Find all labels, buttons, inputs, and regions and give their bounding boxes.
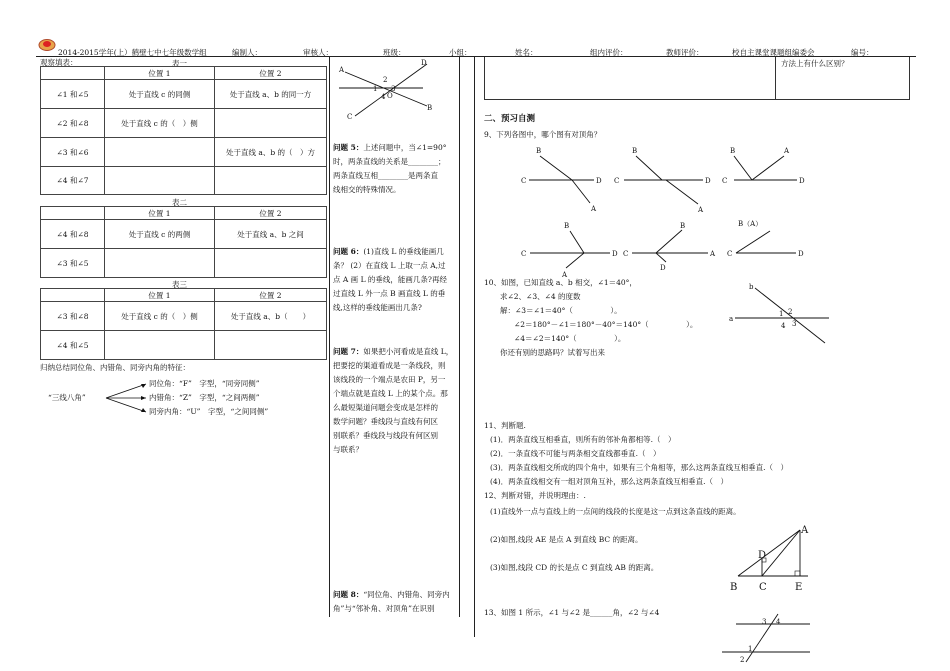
q11-list <box>490 433 788 489</box>
fig-label: 3 <box>792 320 797 328</box>
header-school: 2014-2015学年(上）鹤壁七中七年级数学组 <box>58 48 207 57</box>
q12-item-2: (2)如图,线段 AE 是点 A 到直线 BC 的距离。 <box>490 535 643 544</box>
feature-corresponding: 同位角：“F” 字型，“同旁同侧” <box>149 379 260 388</box>
fig-label: A <box>562 271 568 279</box>
fig-label: D <box>612 250 618 258</box>
q9-figure-4 <box>521 222 618 279</box>
fig-label: E <box>795 582 803 593</box>
fig-label: B（A） <box>738 220 763 228</box>
q11-item: (3)．两条直线相交所成的四个角中，如果有三个角相等，那么这两条直线互相垂直.（ ） <box>490 463 789 472</box>
table-cell: ∠2 和∠8 <box>41 109 105 138</box>
fig-label: A <box>710 250 716 258</box>
table-cell: ∠3 和∠5 <box>41 249 105 278</box>
feature-alternate: 内错角：“Z” 字型，“之间两侧” <box>149 393 260 402</box>
q10-figure <box>729 283 833 345</box>
question-10 <box>484 276 697 360</box>
q7-line: 如果把小河看成是直线 L， <box>363 347 454 356</box>
q8-line: “同位角、内错角、同旁内 <box>363 590 450 599</box>
q9-figure-1 <box>521 147 602 213</box>
q7-label: 问题 7： <box>333 347 364 356</box>
table-cell: 处于直线 c 的同侧 <box>105 80 215 109</box>
q12-item-1: (1)直线外一点与直线上的一点间的线段的长度是这一点到这条直线的距离。 <box>490 507 741 516</box>
table-cell: ∠1 和∠5 <box>41 80 105 109</box>
q8-line: 角”与“邻补角、对顶角”在识别 <box>333 604 435 613</box>
q8-label: 问题 8： <box>333 590 364 599</box>
table-cell <box>105 138 215 167</box>
table-3 <box>40 288 327 360</box>
fig-label: C <box>347 113 353 121</box>
fig-label: 2 <box>740 656 745 664</box>
fig-label: a <box>729 315 734 323</box>
table-header-cell <box>41 289 105 302</box>
observe-intro: 观察填表： <box>40 58 78 67</box>
table-cell: 处于直线 c 的（ ）侧 <box>105 109 215 138</box>
fig-label: A <box>591 205 597 213</box>
q7-line: 么最短渠道问题会变成是怎样的 <box>333 403 438 412</box>
question-7 <box>333 345 457 457</box>
q7-line: 别联系？垂线段与线段有何区别 <box>333 431 438 440</box>
q7-line: 把要挖的渠道看成是一条线段，则 <box>333 361 446 370</box>
fig-label: 1 <box>748 645 753 653</box>
q5-line: 上述问题中，当∠1=90° <box>363 143 447 152</box>
table-cell: ∠4 和∠5 <box>41 331 105 360</box>
q6-line: 线,这样的垂线能画出几条? <box>333 303 422 312</box>
header-editor: 编制人： <box>232 48 262 57</box>
q10-line: 求∠2、∠3、∠4 的度数 <box>500 292 581 301</box>
table-cell: 处于直线 c 的（ ）侧 <box>105 302 215 331</box>
table-cell: ∠3 和∠6 <box>41 138 105 167</box>
table-cell: 处于直线 a、b 之间 <box>215 220 327 249</box>
table3-title: 表三 <box>172 280 187 289</box>
q9-figure-2 <box>614 147 711 214</box>
table-cell: 处于直线 a、b 的同一方 <box>215 80 327 109</box>
fig-label: D <box>798 250 804 258</box>
q5-label: 问题 5： <box>333 143 364 152</box>
table-header-cell: 位置 1 <box>105 207 215 220</box>
question-12: 12、判断对错，并说明理由：. <box>484 491 586 500</box>
section-2-title: 二、预习自测 <box>484 114 536 124</box>
header-teacher-eval: 教师评价： <box>666 48 704 57</box>
q9-figure-6 <box>727 220 804 258</box>
q9-figure-3 <box>722 147 805 185</box>
table-header-cell: 位置 2 <box>215 289 327 302</box>
fig-label: C <box>521 250 527 258</box>
table-cell <box>215 167 327 195</box>
fig-label: D <box>596 177 602 185</box>
q6-line: (1)直线 L 的垂线能画几 <box>363 247 444 256</box>
question-8 <box>333 588 457 616</box>
column-divider-3 <box>474 57 475 637</box>
table-header-cell: 位置 1 <box>105 67 215 80</box>
q12-item-3: (3)如图,线段 CD 的长是点 C 到直线 AB 的距离。 <box>490 563 659 572</box>
fig-label: 2 <box>383 76 388 84</box>
q5-line: 时，两条直线的关系是________； <box>333 157 446 166</box>
header-committee: 校自主课堂课题组编委会 <box>732 48 815 57</box>
table-2 <box>40 206 327 278</box>
q6-line: 条？ (2）在直线 L 上取一点 A,过 <box>333 261 446 270</box>
top-answer-box <box>484 57 910 100</box>
q6-line: 过直线 L 外一点 B 画直线 L 的垂 <box>333 289 446 298</box>
fig-label: A <box>698 206 704 214</box>
school-logo-icon <box>38 38 56 52</box>
q9-figure-5 <box>623 222 716 272</box>
table-1 <box>40 66 327 195</box>
fig-label: B <box>730 582 738 593</box>
q10-line: 解：∠3＝∠1＝40°（ ）。 <box>500 306 622 315</box>
summary-title: 归纳总结同位角、内错角、同旁内角的特征： <box>40 363 190 372</box>
fig-label: A <box>801 525 809 536</box>
fig-label: D <box>758 550 767 561</box>
q11-item: (4)．两条直线相交有一组对顶角互补，那么这两条直线互相垂直.（ ） <box>490 477 729 486</box>
fig-label: C <box>614 177 620 185</box>
top-box-divider <box>775 57 776 99</box>
table-header-cell: 位置 2 <box>215 67 327 80</box>
table-cell <box>215 109 327 138</box>
q10-line: 10、如图，已知直线 a、b 相交，∠1＝40°， <box>484 278 637 287</box>
fig-label: C <box>521 177 527 185</box>
table2-title: 表二 <box>172 198 187 207</box>
question-13: 13、如图 1 所示，∠1 与∠2 是______角，∠2 与∠4 <box>484 608 660 617</box>
header-group-eval: 组内评价： <box>590 48 628 57</box>
fig-label: 1 <box>779 310 784 318</box>
fig-label: 4 <box>781 322 786 330</box>
fig-label: B <box>730 147 736 155</box>
table-cell: 处于直线 a、b 的（ ）方 <box>215 138 327 167</box>
fig-label: B <box>680 222 686 230</box>
fig-label: A <box>339 66 345 74</box>
q11-item: (2)．一条直线不可能与两条相交直线都垂直.（ ） <box>490 449 661 458</box>
q7-line: 数学问题？垂线段与直线有何区 <box>333 417 438 426</box>
table-header-cell: 位置 1 <box>105 289 215 302</box>
table-cell <box>105 249 215 278</box>
intersecting-lines-figure <box>335 58 455 120</box>
table-cell <box>105 331 215 360</box>
fig-label: B <box>564 222 570 230</box>
fig-label: B <box>632 147 638 155</box>
fig-label: 2 <box>788 308 793 316</box>
fig-label: D <box>421 59 427 67</box>
fig-label: C <box>623 250 629 258</box>
fig-label: D <box>660 264 666 272</box>
q5-line: 两条直线互相________是两条直 <box>333 171 438 180</box>
fig-label: B <box>427 104 433 112</box>
fig-label: D <box>705 177 711 185</box>
table-cell: 处于直线 c 的两侧 <box>105 220 215 249</box>
question-5 <box>333 141 457 197</box>
q6-label: 问题 6： <box>333 247 364 256</box>
fig-label: 3 <box>762 618 767 626</box>
column-divider-1 <box>329 57 330 617</box>
feature-interior: 同旁内角：“U” 字型，“之间同侧” <box>149 407 269 416</box>
table-header-cell <box>41 67 105 80</box>
table-cell: ∠4 和∠7 <box>41 167 105 195</box>
header-number: 编号： <box>851 48 874 57</box>
fig-label: 4 <box>381 93 386 101</box>
fig-label: B <box>536 147 542 155</box>
three-lines-label: “三线八角” <box>48 393 86 402</box>
fig-label: C <box>759 582 767 593</box>
header-reviewer: 审核人： <box>303 48 333 57</box>
fig-label: O <box>387 92 393 100</box>
table-cell: ∠4 和∠8 <box>41 220 105 249</box>
q5-line: 线相交的特殊情况。 <box>333 185 401 194</box>
q6-line: 点 A 画 L 的垂线，能画几条?再经 <box>333 275 447 284</box>
question-6 <box>333 245 457 315</box>
table-cell <box>215 249 327 278</box>
fig-label: 3 <box>391 85 396 93</box>
q7-line: 与联系？ <box>333 445 363 454</box>
header-class: 班级： <box>383 48 406 57</box>
question-11: 11、判断题. <box>484 421 526 430</box>
question-9: 9、下列各图中，哪个图有对顶角？ <box>484 130 602 139</box>
table-cell <box>105 167 215 195</box>
fig-label: D <box>799 177 805 185</box>
table-header-cell: 位置 2 <box>215 207 327 220</box>
table-cell: 处于直线 a、b（ ） <box>215 302 327 331</box>
q10-line: ∠4＝∠2＝140°（ ）。 <box>514 334 626 343</box>
fig-label: C <box>722 177 728 185</box>
q10-line: 你还有别的思路吗？试着写出来 <box>500 348 605 357</box>
fig-label: A <box>784 147 790 155</box>
fig-label: b <box>749 283 754 291</box>
q10-line: ∠2＝180°－∠1＝180°－40°＝140°（ ）。 <box>514 320 698 329</box>
q13-figure <box>718 612 818 664</box>
table-header-cell <box>41 207 105 220</box>
header-name: 姓名： <box>515 48 538 57</box>
q7-line: 个端点就是直线 L 上的某个点。那 <box>333 389 448 398</box>
q7-line: 该线段的一个端点是农田 P，另一 <box>333 375 446 384</box>
fig-label: 1 <box>373 85 378 93</box>
top-box-text: 方法上有什么区别？ <box>781 59 849 68</box>
table-cell <box>215 331 327 360</box>
fig-label: 4 <box>776 618 781 626</box>
table1-title: 表一 <box>172 59 187 68</box>
column-divider-2 <box>459 57 460 617</box>
table-cell: ∠3 和∠8 <box>41 302 105 331</box>
q12-triangle-figure <box>728 524 818 596</box>
header-group: 小组： <box>449 48 472 57</box>
fig-label: C <box>727 250 733 258</box>
q11-item: (1)．两条直线互相垂直，则所有的邻补角都相等.（ ） <box>490 435 676 444</box>
